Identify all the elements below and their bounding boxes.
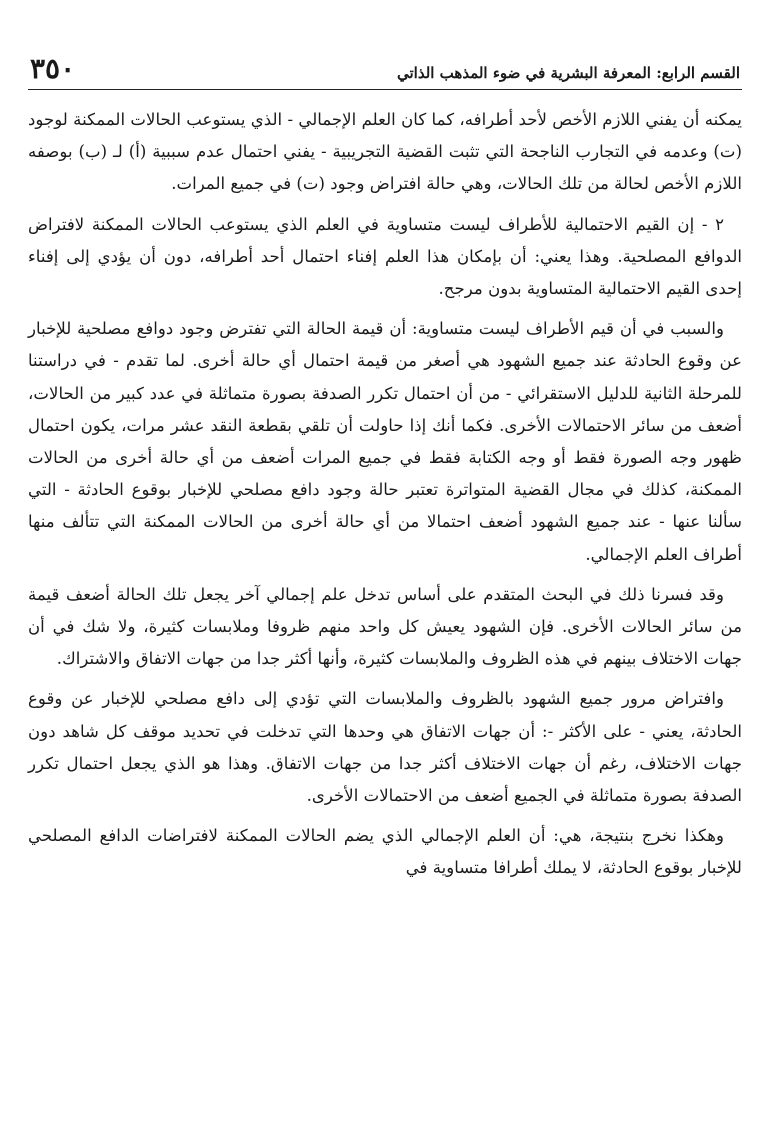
paragraph-2: ٢ - إن القيم الاحتمالية للأطراف ليست متساوية في العلم الذي يستوعب الحالات الممكنة لافتراض الدوافع المصلحية. وهذا يعني: أن بإمكان هذا العلم إفناء احتمال أحد أطرافه، دون أن يؤدي إلى إفناء إحدى القيم الاحتمالية المتساوية بدون مرجح. [28,214,742,299]
page-header [28,40,742,90]
book-page [28,40,742,1123]
page-number: ٣٥٠ [30,52,76,85]
paragraph-5: وافتراض مرور جميع الشهود بالظروف والملابسات التي تؤدي إلى دافع مصلحي للإخبار عن وقوع الحادثة، يعني - على الأكثر -: أن جهات الاتفاق هي وحدها التي تدخلت في تحديد موقف كل شاهد دون جهات الاختلاف، رغم أن جهات الاختلاف أكثر جدا من جهات الاتفاق. وهذا هو الذي يجعل احتمال تكرر الصدفة بصورة متماثلة في الجميع أضعف من الاحتمالات الأخرى. [28,689,742,806]
page-body [28,104,742,885]
paragraph-1: يمكنه أن يفني اللازم الأخص لأحد أطرافه، كما كان العلم الإجمالي - الذي يستوعب الحالات الممكنة لوجود (ت) وعدمه في التجارب الناجحة التي تثبت القضية التجريبية - يفني احتمال عدم سببية (أ) لـ (ب) بوصفه اللازم الأخص لحالة من تلك الحالات، وهي حالة افتراض وجود (ت) في جميع المرات. [28,110,742,194]
running-title: القسم الرابع: المعرفة البشرية في ضوء المذهب الذاتي [397,64,740,82]
paragraph-3: والسبب في أن قيم الأطراف ليست متساوية: أن قيمة الحالة التي تفترض وجود دوافع مصلحية للإخبار عن وقوع الحادثة عند جميع الشهود هي أصغر من قيمة احتمال أي حالة أخرى. لما تقدم - في دراستنا للمرحلة الثانية للدليل الاستقرائي - من أن احتمال تكرر الصدفة بصورة متماثلة في عدد كبير من الحالات، أضعف من سائر الاحتمالات الأخرى. فكما أنك إذا حاولت أن تلقي بقطعة النقد عشر مرات، يكون احتمال ظهور وجه الصورة فقط أو وجه الكتابة فقط في جميع المرات أضعف من أي حالة أخرى من الحالات الممكنة، كذلك في مجال القضية المتواترة تعتبر حالة وجود دافع مصلحي للإخبار بوقوع الحادثة - التي سألنا عنها - عند جميع الشهود أضعف احتمالا من أي حالة أخرى من الحالات الممكنة التي تتألف منها أطراف العلم الإجمالي. [28,319,742,564]
paragraph-4: وقد فسرنا ذلك في البحث المتقدم على أساس تدخل علم إجمالي آخر يجعل تلك الحالة أضعف قيمة من سائر الحالات الأخرى. فإن الشهود يعيش كل واحد منهم ظروفا وملابسات كثيرة، ولا شك في أن جهات الاختلاف بينهم في هذه الظروف والملابسات كثيرة، وأنها أكثر جدا من جهات الاتفاق والاشتراك. [28,584,742,669]
paragraph-6: وهكذا نخرج بنتيجة، هي: أن العلم الإجمالي الذي يضم الحالات الممكنة لافتراضات الدافع المصلحي للإخبار بوقوع الحادثة، لا يملك أطرافا متساوية في [28,826,742,878]
